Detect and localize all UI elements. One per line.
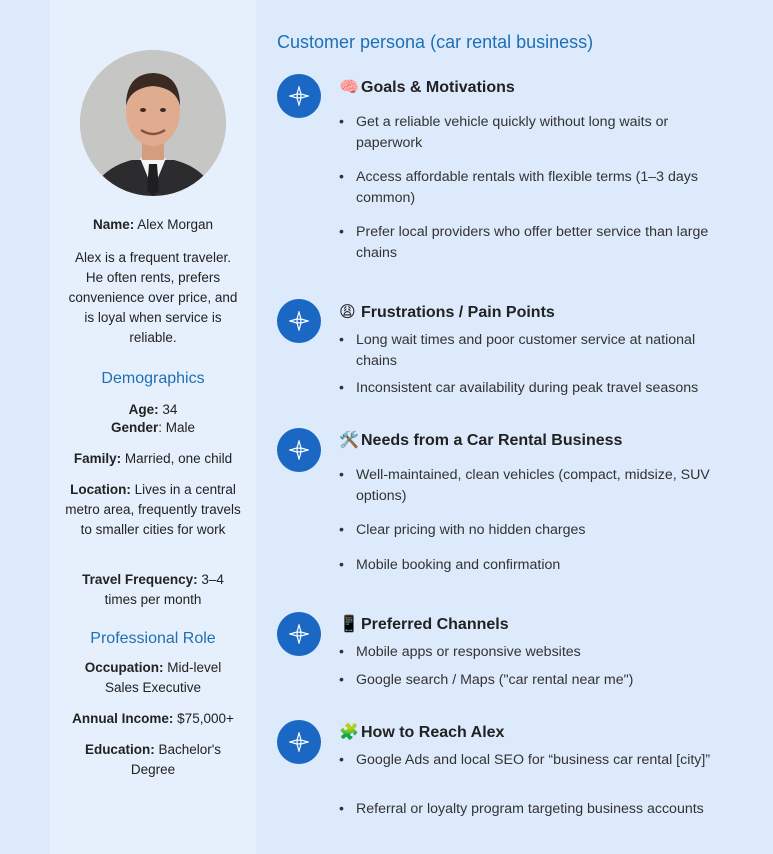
age-field: Age: 34 [128,402,178,417]
travel-frequency-field: Travel Frequency: 3–4 times per month [82,572,224,607]
channels-heading: 📱 Preferred Channels [339,616,509,633]
profile-bio: Alex is a frequent traveler. He often rents, prefers convenience over price, and is loyal when service is reliable. [68,250,238,345]
location-field: Location: Lives in a central metro area, frequently travels to smaller cities for work [65,482,241,537]
needs-heading: 🛠️ Needs from a Car Rental Business [339,432,623,449]
family-field: Family: Married, one child [73,451,233,466]
list-item: • Google search / Maps ("car rental near me") [339,670,729,691]
list-item: • Access affordable rentals with flexible terms (1–3 days common) [339,167,729,208]
channels-icon [277,612,321,656]
goals-heading: 🧠 Goals & Motivations [339,79,515,96]
gender-field: Gender: Male [110,420,196,435]
list-item: • Clear pricing with no hidden charges [339,520,729,541]
occupation-field: Occupation: Mid-level Sales Executive [84,660,222,695]
reach-icon [277,720,321,764]
list-item: • Prefer local providers who offer better service than large chains [339,222,729,263]
needs-icon [277,428,321,472]
list-item: • Referral or loyalty program targeting business accounts [339,799,729,820]
list-item: • Well-maintained, clean vehicles (compact, midsize, SUV options) [339,465,729,506]
list-item: • Inconsistent car availability during peak travel seasons [339,378,729,399]
list-item: • Long wait times and poor customer service at national chains [339,330,729,371]
goals-icon [277,74,321,118]
frustrations-heading: 😩 Frustrations / Pain Points [339,304,555,321]
list-item: • Get a reliable vehicle quickly without long waits or paperwork [339,112,729,153]
education-field: Education: Bachelor's Degree [84,742,222,777]
list-item: • Google Ads and local SEO for “business car rental [city]” [339,750,729,771]
profile-panel [50,0,256,854]
frustrations-icon [277,299,321,343]
demographics-heading: Demographics [101,370,205,387]
income-field: Annual Income: $75,000+ [72,711,234,726]
page-title: Customer persona (car rental business) [277,32,594,52]
profile-name: Name: Alex Morgan [92,217,214,232]
list-item: • Mobile booking and confirmation [339,555,729,576]
avatar [80,50,226,196]
professional-heading: Professional Role [90,630,216,647]
list-item: • Mobile apps or responsive websites [339,642,729,663]
reach-heading: 🧩 How to Reach Alex [339,724,505,741]
